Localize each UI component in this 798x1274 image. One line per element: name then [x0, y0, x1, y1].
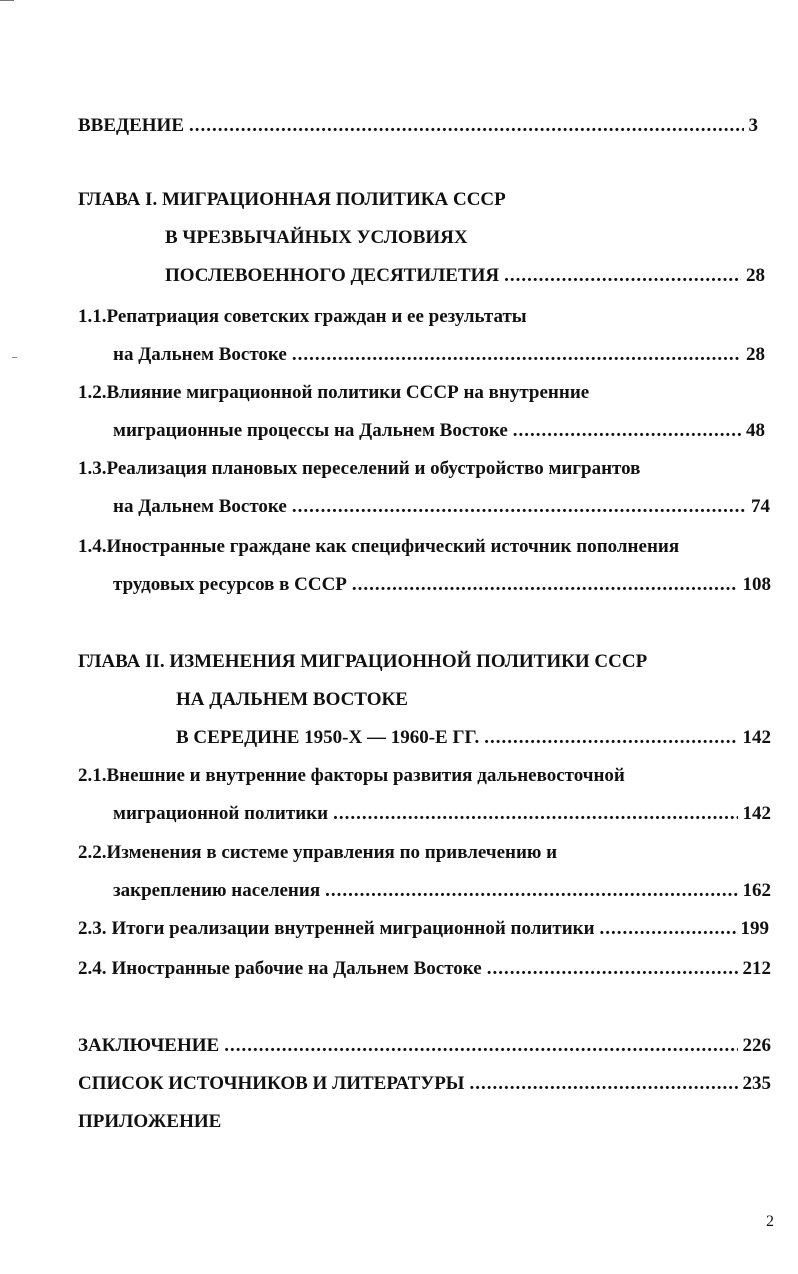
toc-entry-title: [78, 917, 595, 941]
toc-entry-title: на Дальнем Востоке: [113, 496, 287, 517]
toc-entry-page: 108: [742, 574, 771, 595]
toc-entry-title: закреплению населения: [113, 880, 321, 901]
toc-entry-page: 28: [746, 265, 765, 286]
dot-leader: [292, 343, 741, 367]
section-title: Изменения в системе управления по привлечению и: [106, 842, 558, 863]
dot-leader: [504, 264, 741, 288]
toc-entry-sources[interactable]: [78, 1072, 771, 1096]
toc-entry-title: миграционные процессы на Дальнем Востоке: [113, 420, 508, 441]
section-number: 1.2.: [78, 382, 107, 403]
toc-section-1-4-line-1[interactable]: [78, 535, 679, 559]
dot-leader: [469, 1072, 737, 1096]
toc-entry-page: 142: [742, 727, 771, 748]
section-number: 1.1.: [78, 306, 107, 327]
section-number: 2.2.: [78, 842, 107, 863]
dot-leader: [352, 573, 738, 597]
toc-entry-section-2-4[interactable]: [78, 957, 771, 981]
section-number: 2.3.: [78, 918, 107, 939]
section-title: Иностранные граждане как специфический источник пополнения: [106, 536, 680, 557]
toc-entry-chapter-2[interactable]: [176, 726, 771, 750]
toc-entry-title: миграционной политики: [113, 803, 329, 824]
toc-entry-section-1-1[interactable]: [113, 343, 765, 367]
toc-entry-page: 212: [742, 958, 771, 979]
toc-section-1-3-line-1[interactable]: [78, 457, 640, 481]
toc-entry-appendix[interactable]: ПРИЛОЖЕНИЕ: [78, 1111, 222, 1132]
dot-leader: [325, 879, 737, 903]
toc-entry-page: 142: [742, 803, 771, 824]
chapter-1-heading-line-1[interactable]: ГЛАВА I. МИГРАЦИОННАЯ ПОЛИТИКА СССР: [78, 189, 506, 210]
toc-entry-section-1-4[interactable]: [113, 573, 771, 597]
toc-entry-section-1-3[interactable]: [113, 495, 770, 519]
section-title: Иностранные рабочие на Дальнем Востоке: [111, 958, 482, 979]
chapter-2-heading-line-1[interactable]: ГЛАВА II. ИЗМЕНЕНИЯ МИГРАЦИОННОЙ ПОЛИТИКИ СССР: [78, 651, 648, 672]
section-title: Влияние миграционной политики СССР на внутренние: [106, 382, 590, 403]
toc-section-2-1-line-1[interactable]: [78, 764, 625, 788]
section-number: 2.4.: [78, 958, 107, 979]
toc-entry-page: 235: [742, 1073, 771, 1094]
dot-leader: [513, 419, 741, 443]
toc-entry-title: на Дальнем Востоке: [113, 344, 287, 365]
scan-corner-mark: [0, 0, 14, 1]
toc-entry-title: СПИСОК ИСТОЧНИКОВ И ЛИТЕРАТУРЫ: [78, 1073, 465, 1094]
dot-leader: [487, 957, 738, 981]
toc-entry-page: 226: [742, 1035, 771, 1056]
toc-entry-page: 3: [748, 115, 758, 136]
toc-section-2-2-line-1[interactable]: [78, 841, 557, 865]
section-number: 1.3.: [78, 458, 107, 479]
toc-entry-title: ПОСЛЕВОЕННОГО ДЕСЯТИЛЕТИЯ: [165, 265, 500, 286]
toc-entry-intro[interactable]: [78, 114, 758, 138]
section-title: Внешние и внутренние факторы развития дальневосточной: [106, 765, 625, 786]
toc-entry-page: 28: [746, 344, 765, 365]
toc-entry-title: ЗАКЛЮЧЕНИЕ: [78, 1035, 220, 1056]
toc-entry-section-2-2[interactable]: [113, 879, 771, 903]
section-title: Реализация плановых переселений и обустройство мигрантов: [106, 458, 641, 479]
toc-entry-chapter-1[interactable]: [165, 264, 765, 288]
dot-leader: [600, 917, 736, 941]
section-number: 2.1.: [78, 765, 107, 786]
toc-entry-page: 74: [751, 496, 770, 517]
toc-entry-section-2-3[interactable]: [78, 917, 769, 941]
section-number: 1.4.: [78, 536, 107, 557]
dot-leader: [224, 1034, 737, 1058]
section-title: Итоги реализации внутренней миграционной политики: [111, 918, 595, 939]
dot-leader: [189, 114, 744, 138]
toc-entry-title: В СЕРЕДИНЕ 1950-Х — 1960-Е ГГ.: [176, 727, 480, 748]
toc-section-1-2-line-1[interactable]: [78, 381, 589, 405]
toc-entry-conclusion[interactable]: [78, 1034, 771, 1058]
dot-leader: [333, 802, 737, 826]
toc-entry-title: ВВЕДЕНИЕ: [78, 115, 184, 136]
section-title: Репатриация советских граждан и ее результаты: [106, 306, 527, 327]
toc-entry-page: 48: [746, 420, 765, 441]
toc-entry-page: 199: [740, 918, 769, 939]
dot-leader: [292, 495, 746, 519]
toc-entry-title: трудовых ресурсов в СССР: [113, 574, 347, 595]
chapter-1-heading-line-2[interactable]: В ЧРЕЗВЫЧАЙНЫХ УСЛОВИЯХ: [165, 227, 468, 248]
toc-entry-page: 162: [742, 880, 771, 901]
page-number: 2: [766, 1213, 774, 1230]
toc-entry-section-1-2[interactable]: [113, 419, 765, 443]
toc-entry-title: [78, 957, 482, 981]
dot-leader: [484, 726, 737, 750]
chapter-2-heading-line-2[interactable]: НА ДАЛЬНЕМ ВОСТОКЕ: [176, 689, 408, 710]
scan-margin-mark: [12, 357, 17, 358]
toc-entry-section-2-1[interactable]: [113, 802, 771, 826]
toc-section-1-1-line-1[interactable]: [78, 305, 527, 329]
